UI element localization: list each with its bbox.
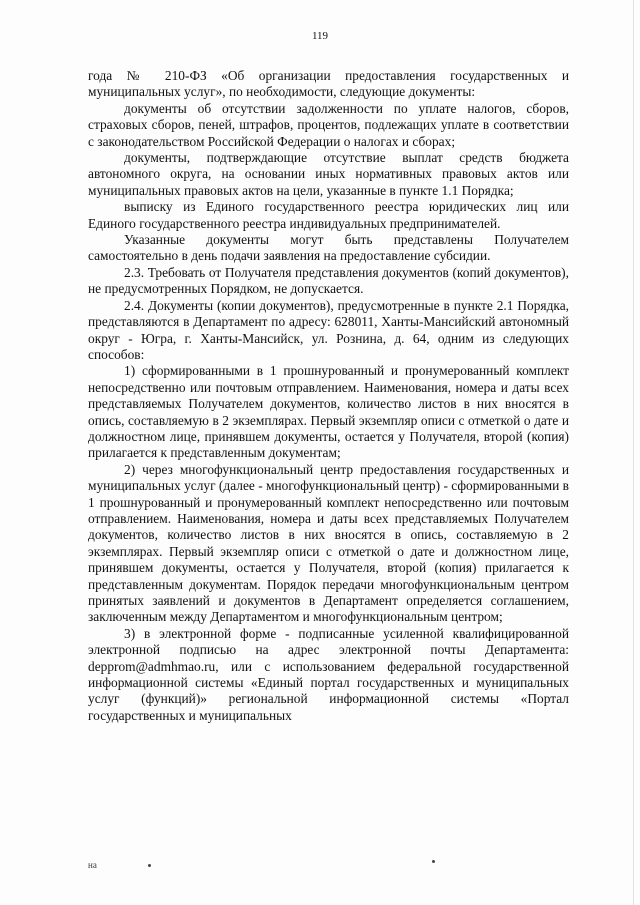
paragraph-registry-extract: выписку из Единого государственного реестра юридических лиц или Единого государственного реестра индивидуальных предпринимателей. [88,199,569,231]
paragraph-method-1: 1) сформированными в 1 прошнурованный и пронумерованный комплект непосредственно или почтовым отправлением. Наименования, номера и даты всех представляемых Получателем документов, количество листов в них вносятся в опись, составляемую в 2 экземплярах. Первый экземпляр описи с отметкой о дате и должностном лице, принявшем документы, остается у Получателя, второй (копия) прилагается к представленным документам; [88,363,569,461]
paragraph-2-4: 2.4. Документы (копии документов), предусмотренные в пункте 2.1 Порядка, представляются в Департамент по адресу: 628011, Ханты-Мансийский автономный округ - Югра, г. Ханты-Мансийск, ул. Рознина, д. 64, одним из следующих способов: [88,297,569,362]
paragraph-documents-submitted: Указанные документы могут быть представлены Получателем самостоятельно в день подачи заявления на предоставление субсидии. [88,232,569,264]
paragraph-budget-payments: документы, подтверждающие отсутствие выплат средств бюджета автономного округа, на основании иных нормативных правовых актов или муниципальных правовых актов на цели, указанные в пункте 1.1 Порядка; [88,150,569,198]
scan-edge [633,0,634,905]
footer-mark: на [88,860,97,870]
page-number: 119 [311,30,329,42]
document-body [88,68,569,724]
paragraph-tax-debt: документы об отсутствии задолженности по уплате налогов, сборов, страховых сборов, пеней, штрафов, процентов, подлежащих уплате в соответствии с законодательством Российской Федерации о налогах и сборах; [88,100,569,149]
scan-speck [432,860,435,863]
paragraph-intro: года № 210-ФЗ «Об организации предоставления государственных и муниципальных услуг», по необходимости, следующие документы: [88,68,569,100]
paragraph-method-3: 3) в электронной форме - подписанные усиленной квалифицированной электронной подписью на адрес электронной почты Департамента: depprom@admhmao.ru, или с использованием федеральной государственной информационной системы «Единый портал государственных и муниципальных услуг (функций)» региональной информационной системы «Портал государственных и муниципальных [88,625,569,723]
scan-speck [148,864,151,867]
paragraph-2-3: 2.3. Требовать от Получателя представления документов (копий документов), не предусмотренных Порядком, не допускается. [88,264,569,297]
paragraph-method-2: 2) через многофункциональный центр предоставления государственных и муниципальных услуг (далее - многофункциональный центр) - сформированными в 1 прошнурованный и пронумерованный комплект непосредственно или почтовым отправлением. Наименования, номера и даты всех представляемых Получателем документов, количество листов в них вносятся в опись, составляемую в 2 экземплярах. Первый экземпляр описи с отметкой о дате и должностном лице, принявшем документы, остается у Получателя, второй (копия) прилагается к представленным документам. Порядок передачи многофункциональным центром принятых заявлений и документов в Департамент определяется соглашением, заключенным между Департаментом и многофункциональным центром; [88,461,569,625]
